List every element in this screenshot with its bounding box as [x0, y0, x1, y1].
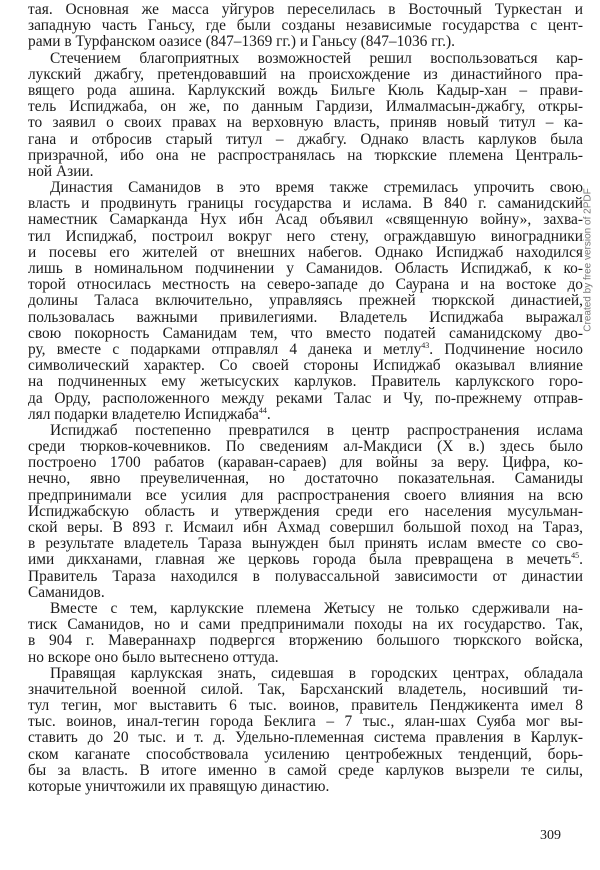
footnote-ref: 43 [421, 340, 430, 350]
footnote-ref: 44 [258, 405, 267, 415]
line-text: ру, вместе с подарками отправлял 4 данека и метлу [28, 340, 422, 358]
text-line: тул тегин, мог выставить 6 тыс. воинов, правитель Пенджикента имел 8 [28, 697, 583, 715]
text-line: пользовалась важными привилегиями. Владетель Испиджаба выражал [28, 308, 583, 326]
watermark: Created by free version of 2PDF [582, 188, 594, 332]
text-line: свою покорность Саманидам тем, что вместо податей саманидскому дво- [28, 324, 583, 342]
text-line: на подчиненных ему жетысуских карлуков. Правитель карлукского горо- [28, 373, 583, 391]
text-line: Испиджаб постепенно превратился в центр распространения ислама [50, 421, 583, 439]
text-line: Испиджабскую область и утверждения среди его населения мусульман- [28, 502, 583, 520]
text-line: тыс. воинов, инал-тегин города Беклига – 7 тыс., ялан-шах Суяба мог вы- [28, 713, 583, 731]
text-line: тил Испиджаб, построил вокруг него стену, ограждавшую виноградники [28, 227, 583, 245]
text-line: бы за власть. В итоге именно в самой среде карлуков вызрели те силы, [28, 761, 583, 779]
text-line: нечно, явно преувеличенная, но достаточно показательная. Саманиды [28, 470, 583, 488]
text-line [28, 552, 583, 568]
text-line: то заявил о своих правах на верховную власть, приняв новый титул – ка- [28, 114, 583, 132]
text-line [28, 342, 583, 358]
paragraph [28, 423, 583, 601]
paragraph [28, 601, 583, 666]
text-line: и посевы его жителей от внешних набегов. Однако Испиджаб находился [28, 243, 583, 261]
text-line: которые уничтожили их правящую династию. [28, 778, 330, 795]
text-line: да Орду, расположенного между реками Талас и Чу, по-прежнему отправ- [28, 389, 583, 407]
text-line: призрачной, ибо она не распространялась на тюркские племена Централь- [28, 146, 583, 164]
text-line: в результате владетель Тараза вынужден был принять ислам вместе со сво- [28, 535, 583, 553]
line-text: лял подарки владетелю Испиджаба [28, 405, 259, 423]
text-line: ском каганате способствовала усилению центробежных тенденций, борь- [28, 745, 583, 763]
text-line: ставить до 20 тыс. и т. д. Удельно-племенная система правления в Карлук- [28, 729, 583, 747]
text-line: Стечением благоприятных возможностей решил воспользоваться кар- [50, 49, 583, 67]
line-text: . [579, 551, 583, 569]
text-line: власть и продвинуть границы государства и ислама. В 840 г. саманидский [28, 195, 583, 213]
paragraph [28, 180, 583, 423]
text-line: наместник Самарканда Нух ибн Асад объявил «священную войну», захва- [28, 211, 583, 229]
body-text [28, 2, 583, 795]
text-line: построено 1700 рабатов (караван-сараев) для войны за веру. Цифра, ко- [28, 454, 583, 472]
footnote-ref: 45 [571, 551, 580, 561]
text-line: Саманидов. [28, 583, 105, 601]
text-line: торой относилась местность на северо-западе до Саурана и на востоке до [28, 276, 583, 294]
text-line: рами в Турфанском оазисе (847–1369 гг.) и Ганьсу (847–1036 гг.). [28, 33, 455, 51]
text-line: но вскоре оно было вытеснено оттуда. [28, 648, 279, 666]
text-line: символический характер. Со своей стороны Испиджаб оказывал влияние [28, 357, 583, 375]
line-text: . Подчинение носило [429, 340, 583, 358]
text-line: тиск Саманидов, но и сами предпринимали походы на их государство. Так, [28, 616, 583, 634]
text-line: ской веры. В 893 г. Исмаил ибн Ахмад совершил большой поход на Тараз, [28, 519, 583, 536]
paragraph [28, 2, 583, 51]
paragraph [28, 51, 583, 181]
text-line: лукский джабгу, претендовавший на происхождение из династийного пра- [28, 65, 583, 83]
text-line: тая. Основная же масса уйгуров переселилась в Восточный Туркестан и [28, 1, 583, 18]
text-line: вящего рода ашина. Карлукский вождь Бильге Кюль Кадыр-хан – прави- [28, 81, 583, 99]
line-text: ими дикханами, главная же церковь города была превращена в мечеть [28, 551, 572, 569]
text-line: Правитель Тараза находился в полувассальной зависимости от династии [28, 567, 583, 585]
text-line: Правящая карлукская знать, сидевшая в городских центрах, обладала [50, 664, 583, 682]
text-line: тель Испиджаба, он же, по данным Гардизи, Илмалмасын-джабгу, откры- [28, 98, 583, 116]
text-line: Вместе с тем, карлукские племена Жетысу не только сдерживали на- [50, 599, 583, 617]
text-line: Династия Саманидов в это время также стремилась упрочить свою [50, 179, 583, 197]
page-number: 309 [540, 828, 561, 843]
text-line: значительной военной силой. Так, Барсханский владетель, носивший ти- [28, 680, 583, 698]
text-line: ной Азии. [28, 162, 94, 180]
text-line [28, 407, 583, 423]
text-line: долины Таласа включительно, управляясь прежней тюркской династией, [28, 292, 583, 310]
text-line: западную часть Ганьсу, где были созданы независимые государства с цент- [28, 17, 583, 35]
text-line: предпринимали все усилия для распространения своего влияния на всю [28, 486, 583, 504]
text-line: в 904 г. Мавераннахр подвергся вторжению большого тюркского войска, [28, 632, 583, 650]
text-line: гана и отбросив старый титул – джабгу. Однако власть карлуков была [28, 130, 583, 148]
text-line: среди тюрков-кочевников. По сведениям ал-Макдиси (X в.) здесь было [28, 438, 583, 456]
text-line: лишь в номинальном подчинении у Саманидов. Область Испиджаб, к ко- [28, 260, 583, 277]
line-text: . [266, 405, 271, 423]
paragraph [28, 666, 583, 796]
